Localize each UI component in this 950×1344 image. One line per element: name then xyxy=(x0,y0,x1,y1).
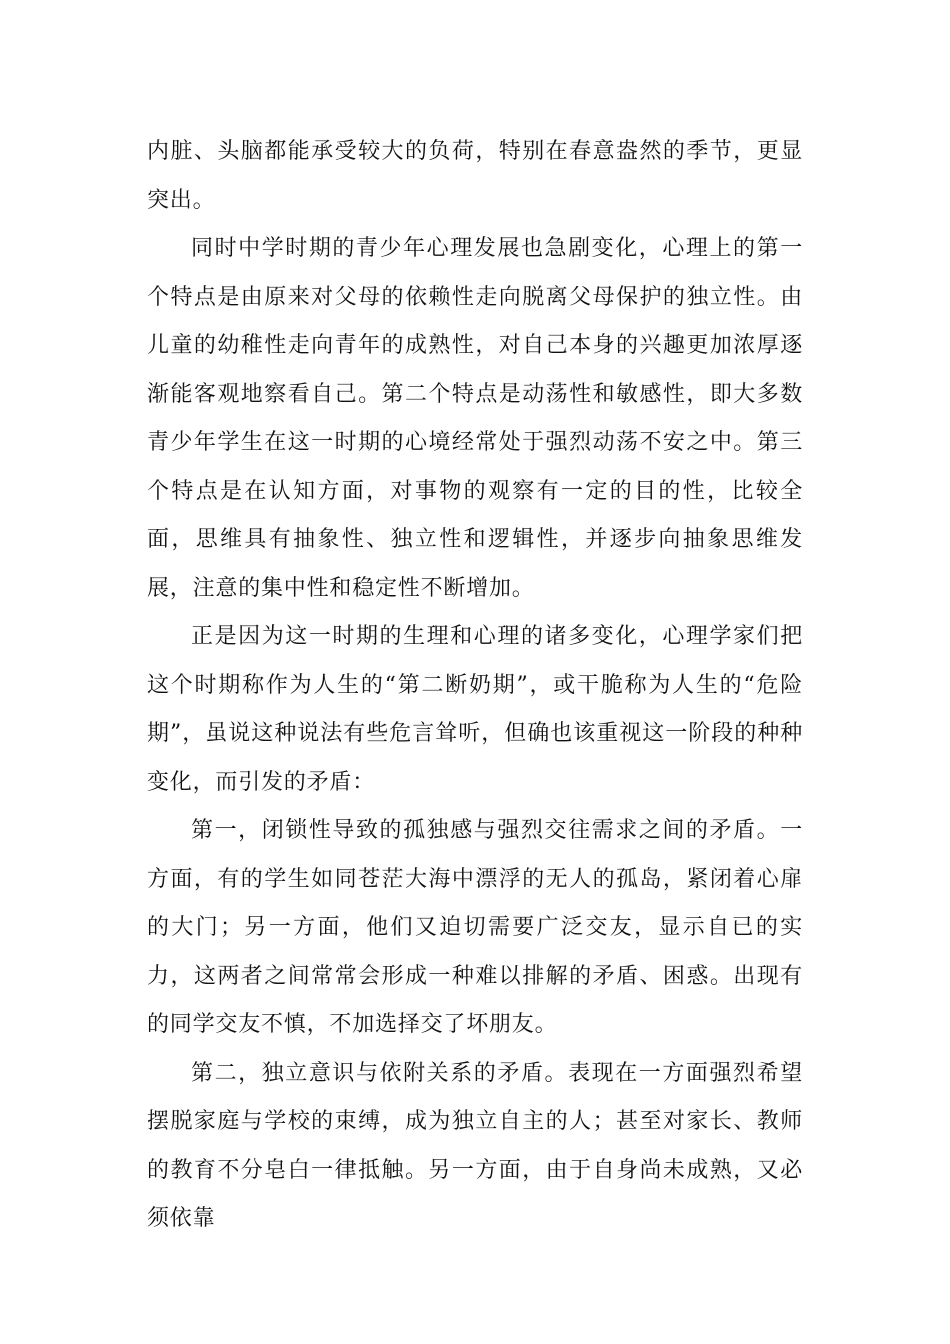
paragraph-psychological-traits: 同时中学时期的青少年心理发展也急剧变化，心理上的第一个特点是由原来对父母的依赖性走向脱离父母保护的独立性。由儿童的幼稚性走向青年的成熟性，对自己本身的兴趣更加浓厚逐渐能客观地察看自己。第二个特点是动荡性和敏感性，即大多数青少年学生在这一时期的心境经常处于强烈动荡不安之中。第三个特点是在认知方面，对事物的观察有一定的目的性，比较全面，思维具有抽象性、独立性和逻辑性，并逐步向抽象思维发展，注意的集中性和稳定性不断增加。 xyxy=(147,236,803,601)
paragraph-contradiction-two: 第二，独立意识与依附关系的矛盾。表现在一方面强烈希望摆脱家庭与学校的束缚，成为独立自主的人；甚至对家长、教师的教育不分皂白一律抵触。另一方面，由于自身尚未成熟，又必须依靠 xyxy=(147,1060,803,1231)
paragraph-continuation: 内脏、头脑都能承受较大的负荷，特别在春意盎然的季节，更显突出。 xyxy=(147,139,803,213)
document-page xyxy=(147,128,803,1244)
paragraph-contradiction-one: 第一，闭锁性导致的孤独感与强烈交往需求之间的矛盾。一方面，有的学生如同苍茫大海中漂浮的无人的孤岛，紧闭着心扉的大门；另一方面，他们又迫切需要广泛交友，显示自已的实力，这两者之间常常会形成一种难以排解的矛盾、困惑。出现有的同学交友不慎，不加选择交了坏朋友。 xyxy=(147,818,803,1037)
paragraph-second-weaning-period: 正是因为这一时期的生理和心理的诸多变化，心理学家们把这个时期称作为人生的“第二断奶期”，或干脆称为人生的“危险期”，虽说这种说法有些危言耸听，但确也该重视这一阶段的种种变化，而引发的矛盾： xyxy=(147,624,803,795)
